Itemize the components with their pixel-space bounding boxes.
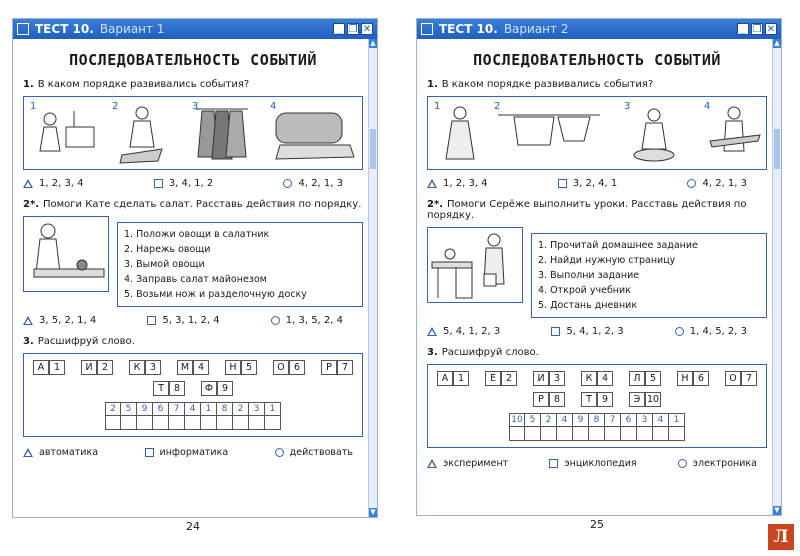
code-cell: 1	[49, 360, 65, 375]
letter-code-pair	[437, 371, 469, 386]
answer-letter-input[interactable]	[509, 427, 525, 441]
circle-icon	[283, 179, 292, 188]
maximize-icon[interactable]: ❐	[752, 24, 762, 35]
picture-boy-homework	[427, 227, 523, 303]
answer-letter-input[interactable]	[605, 427, 621, 441]
answer-letter-input[interactable]	[653, 427, 669, 441]
letter-code-pair	[581, 371, 613, 386]
triangle-icon	[23, 179, 33, 188]
scroll-thumb[interactable]	[370, 129, 376, 169]
code-column	[557, 413, 573, 441]
letter-code-pair	[533, 371, 565, 386]
triangle-icon	[427, 327, 437, 336]
list-item: 2. Найди нужную страницу	[538, 255, 676, 266]
code-number: 7	[169, 402, 185, 416]
letter-cell: А	[437, 371, 453, 386]
answer-option[interactable]: 5, 4, 1, 2, 3	[551, 326, 623, 337]
code-column	[669, 413, 685, 441]
picture-2: 2	[112, 101, 172, 165]
letter-code-pair	[533, 392, 565, 407]
letter-cell: Е	[485, 371, 501, 386]
letter-cell: Т	[581, 392, 597, 407]
question-3: 3. Расшифруй слово.	[427, 347, 539, 358]
answer-options-2	[23, 315, 363, 326]
code-column	[589, 413, 605, 441]
letter-cell: И	[81, 360, 97, 375]
letter-cell: И	[533, 371, 549, 386]
answer-option[interactable]: 3, 4, 1, 2	[154, 178, 214, 189]
variant-label: Вариант 2	[503, 22, 569, 36]
titlebar	[417, 19, 781, 39]
letter-code-pair	[485, 371, 517, 386]
picture-3: 3	[624, 101, 684, 165]
scrollbar[interactable]	[772, 39, 781, 515]
list-item: 5. Достань дневник	[538, 300, 638, 311]
code-number: 4	[557, 413, 573, 427]
letter-code-pair	[153, 381, 185, 396]
page-number: 25	[590, 518, 604, 531]
square-icon	[145, 448, 154, 457]
code-number: 6	[621, 413, 637, 427]
answer-option[interactable]: действовать	[275, 447, 353, 458]
letter-code-pairs	[30, 360, 356, 396]
answer-options-2	[427, 326, 767, 337]
answer-options-3	[427, 458, 767, 469]
letter-code-pair	[33, 360, 65, 375]
letter-code-pair	[725, 371, 757, 386]
code-number: 10	[509, 413, 525, 427]
code-column	[509, 413, 525, 441]
letter-cell: Р	[533, 392, 549, 407]
answer-option[interactable]: эксперимент	[427, 458, 508, 469]
circle-icon	[678, 459, 687, 468]
code-number: 9	[573, 413, 589, 427]
answer-option[interactable]: энциклопедия	[549, 458, 636, 469]
letter-cell: Ф	[201, 381, 217, 396]
page-title: ПОСЛЕДОВАТЕЛЬНОСТЬ СОБЫТИЙ	[473, 51, 721, 69]
code-column	[525, 413, 541, 441]
answer-option[interactable]: информатика	[145, 447, 229, 458]
code-number: 4	[185, 402, 201, 416]
letter-code-pair	[629, 371, 661, 386]
page-title: ПОСЛЕДОВАТЕЛЬНОСТЬ СОБЫТИЙ	[69, 51, 317, 69]
code-number: 5	[525, 413, 541, 427]
code-number: 3	[637, 413, 653, 427]
code-cell: 10	[646, 394, 660, 405]
code-column	[185, 402, 201, 430]
code-column	[121, 402, 137, 430]
picture-4: 4	[270, 101, 356, 165]
letter-code-pair	[677, 371, 709, 386]
letter-cell: А	[33, 360, 49, 375]
code-number: 2	[105, 402, 121, 416]
code-number: 1	[201, 402, 217, 416]
code-column	[637, 413, 653, 441]
answer-letter-input[interactable]	[525, 427, 541, 441]
code-cell: 9	[217, 381, 233, 396]
answer-option[interactable]: 5, 3, 1, 2, 4	[147, 315, 219, 326]
triangle-icon	[23, 448, 33, 457]
question-1: 1. В каком порядке развивались события?	[427, 79, 654, 90]
code-column	[605, 413, 621, 441]
list-item: 1. Положи овощи в салатник	[124, 229, 270, 240]
scroll-up-icon[interactable]: ▲	[370, 39, 376, 47]
answer-option[interactable]: автоматика	[23, 447, 98, 458]
letter-cell: К	[581, 371, 597, 386]
answer-letter-input[interactable]	[153, 416, 169, 430]
left-page	[12, 18, 378, 533]
publisher-logo: Л	[768, 524, 794, 550]
answer-letter-input[interactable]	[169, 416, 185, 430]
code-cell: 5	[241, 360, 257, 375]
code-number: 2	[541, 413, 557, 427]
minimize-icon[interactable]: _	[333, 23, 345, 35]
code-grid	[30, 402, 356, 430]
letter-cell: М	[177, 360, 193, 375]
code-cell: 9	[597, 392, 613, 407]
minimize-icon[interactable]: _	[737, 23, 749, 35]
close-icon[interactable]: ✕	[362, 24, 372, 35]
letter-cell: Н	[225, 360, 241, 375]
code-number: 4	[653, 413, 669, 427]
answer-letter-input[interactable]	[105, 416, 121, 430]
code-number: 7	[605, 413, 621, 427]
code-column	[217, 402, 233, 430]
letter-code-pair	[201, 381, 233, 396]
maximize-icon[interactable]: ❐	[348, 24, 358, 35]
close-icon[interactable]: ✕	[766, 24, 776, 35]
answer-letter-input[interactable]	[621, 427, 637, 441]
code-column	[249, 402, 265, 430]
letter-code-pairs	[434, 371, 760, 407]
letter-code-pair	[321, 360, 353, 375]
letter-code-pair	[225, 360, 257, 375]
decode-box	[23, 353, 363, 437]
titlebar	[13, 19, 377, 39]
picture-1: 1	[434, 101, 494, 165]
circle-icon	[275, 448, 284, 457]
answer-option[interactable]: 3, 5, 2, 1, 4	[23, 315, 96, 326]
answer-letter-input[interactable]	[541, 427, 557, 441]
list-item: 3. Выполни задание	[538, 270, 640, 281]
code-number: 6	[153, 402, 169, 416]
circle-icon	[271, 316, 280, 325]
letter-cell: О	[725, 371, 741, 386]
answer-letter-input[interactable]	[217, 416, 233, 430]
code-cell: 2	[97, 360, 113, 375]
list-item: 4. Открой учебник	[538, 285, 631, 296]
letter-cell: Э	[629, 392, 645, 407]
answer-option[interactable]: 1, 4, 5, 2, 3	[675, 326, 747, 337]
answer-option[interactable]: 1, 3, 5, 2, 4	[271, 315, 343, 326]
answer-option[interactable]: 5, 4, 1, 2, 3	[427, 326, 500, 337]
scroll-up-icon[interactable]: ▲	[774, 39, 780, 47]
answer-options-1	[427, 178, 767, 189]
code-number: 8	[589, 413, 605, 427]
answer-letter-input[interactable]	[265, 416, 281, 430]
square-icon	[558, 179, 567, 188]
code-cell: 4	[193, 360, 209, 375]
code-cell: 2	[501, 371, 517, 386]
code-column	[153, 402, 169, 430]
code-column	[105, 402, 121, 430]
answer-letter-input[interactable]	[137, 416, 153, 430]
list-item: 3. Вымой овощи	[124, 259, 205, 270]
answer-letter-input[interactable]	[573, 427, 589, 441]
letter-cell: Т	[153, 381, 169, 396]
code-column	[201, 402, 217, 430]
square-icon	[147, 316, 156, 325]
code-cell: 4	[597, 371, 613, 386]
answer-letter-input[interactable]	[589, 427, 605, 441]
steps-list	[117, 222, 363, 307]
answer-option[interactable]: 4, 2, 1, 3	[283, 178, 343, 189]
code-number: 2	[233, 402, 249, 416]
letter-cell: Р	[321, 360, 337, 375]
list-item: 2. Нарежь овощи	[124, 244, 211, 255]
code-number: 1	[669, 413, 685, 427]
circle-icon	[675, 327, 684, 336]
code-column	[653, 413, 669, 441]
answer-option[interactable]: 3, 2, 4, 1	[558, 178, 618, 189]
answer-letter-input[interactable]	[185, 416, 201, 430]
triangle-icon	[427, 179, 437, 188]
answer-letter-input[interactable]	[249, 416, 265, 430]
scroll-thumb[interactable]	[774, 129, 780, 169]
letter-code-pair	[629, 392, 661, 407]
answer-option[interactable]: 1, 2, 3, 4	[427, 178, 488, 189]
answer-options-1	[23, 178, 363, 189]
right-page	[416, 18, 782, 531]
steps-list	[531, 233, 767, 318]
letter-cell: Л	[629, 371, 645, 386]
test-label: ТЕСТ 10.	[35, 22, 94, 36]
picture-3: 3	[192, 101, 252, 165]
answer-option[interactable]: 4, 2, 1, 3	[687, 178, 747, 189]
decode-box	[427, 364, 767, 448]
app-icon	[17, 23, 29, 35]
list-item: 5. Возьми нож и разделочную доску	[124, 289, 307, 300]
answer-option[interactable]: 1, 2, 3, 4	[23, 178, 84, 189]
code-column	[573, 413, 589, 441]
code-cell: 8	[549, 392, 565, 407]
code-grid	[434, 413, 760, 441]
square-icon	[549, 459, 558, 468]
app-icon	[421, 23, 433, 35]
question-1: 1. В каком порядке развивались события?	[23, 79, 250, 90]
code-number: 3	[249, 402, 265, 416]
answer-letter-input[interactable]	[201, 416, 217, 430]
variant-label: Вариант 1	[99, 22, 165, 36]
picture-strip	[427, 96, 767, 170]
letter-code-pair	[177, 360, 209, 375]
letter-cell: К	[129, 360, 145, 375]
code-cell: 8	[169, 381, 185, 396]
code-cell: 1	[453, 371, 469, 386]
triangle-icon	[23, 316, 33, 325]
answer-letter-input[interactable]	[233, 416, 249, 430]
code-number: 5	[121, 402, 137, 416]
picture-1: 1	[30, 101, 100, 165]
circle-icon	[687, 179, 696, 188]
code-number: 8	[217, 402, 233, 416]
code-column	[233, 402, 249, 430]
triangle-icon	[427, 459, 437, 468]
scrollbar[interactable]	[368, 39, 377, 517]
question-2: 2*. Помоги Серёже выполнить уроки. Расставь действия по порядку.	[427, 199, 747, 221]
letter-code-pair	[273, 360, 305, 375]
picture-4: 4	[704, 101, 764, 165]
picture-2: 2	[494, 101, 604, 165]
code-column	[541, 413, 557, 441]
code-cell: 7	[741, 371, 757, 386]
picture-girl-cooking	[23, 216, 109, 292]
answer-letter-input[interactable]	[637, 427, 653, 441]
code-cell: 3	[145, 360, 161, 375]
page-number: 24	[186, 520, 200, 533]
test-label: ТЕСТ 10.	[439, 22, 498, 36]
question-3: 3. Расшифруй слово.	[23, 336, 135, 347]
code-cell: 3	[549, 371, 565, 386]
answer-letter-input[interactable]	[121, 416, 137, 430]
question-2: 2*. Помоги Кате сделать салат. Расставь действия по порядку.	[23, 199, 362, 210]
answer-letter-input[interactable]	[669, 427, 685, 441]
letter-cell: Н	[677, 371, 693, 386]
letter-code-pair	[81, 360, 113, 375]
code-number: 1	[265, 402, 281, 416]
code-column	[621, 413, 637, 441]
code-column	[137, 402, 153, 430]
answer-options-3	[23, 447, 363, 458]
square-icon	[551, 327, 560, 336]
answer-letter-input[interactable]	[557, 427, 573, 441]
code-column	[169, 402, 185, 430]
code-cell: 6	[693, 371, 709, 386]
square-icon	[154, 179, 163, 188]
list-item: 4. Заправь салат майонезом	[124, 274, 267, 285]
code-cell: 5	[645, 371, 661, 386]
letter-code-pair	[581, 392, 613, 407]
code-cell: 7	[337, 360, 353, 375]
letter-code-pair	[129, 360, 161, 375]
letter-cell: О	[273, 360, 289, 375]
code-cell: 6	[289, 360, 305, 375]
code-column	[265, 402, 281, 430]
scroll-down-icon[interactable]: ▼	[370, 508, 376, 516]
answer-option[interactable]: электроника	[678, 458, 757, 469]
picture-strip	[23, 96, 363, 170]
list-item: 1. Прочитай домашнее задание	[538, 240, 698, 251]
code-number: 9	[137, 402, 153, 416]
scroll-down-icon[interactable]: ▼	[774, 506, 780, 514]
